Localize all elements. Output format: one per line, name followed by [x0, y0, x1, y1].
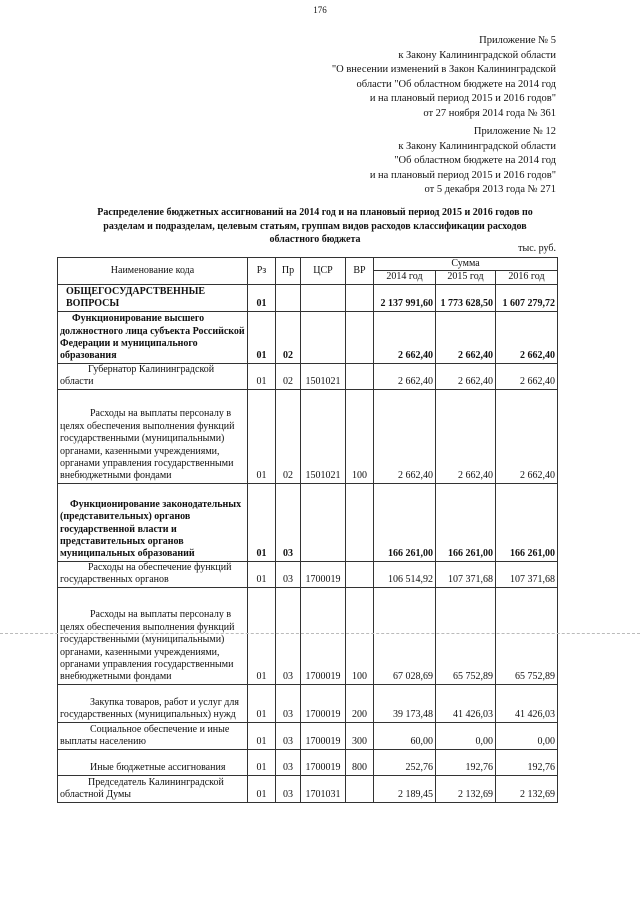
appendix-12-line: и на плановый период 2015 и 2016 годов" [369, 169, 556, 181]
row-2016: 2 662,40 [496, 311, 558, 363]
row-rz: 01 [248, 311, 276, 363]
row-2016: 1 607 279,72 [496, 284, 558, 311]
row-rz: 01 [248, 389, 276, 483]
col-header-2014: 2014 год [374, 271, 436, 284]
table-row [58, 722, 558, 749]
row-vr [346, 775, 374, 802]
table-row [58, 684, 558, 722]
row-2014: 2 662,40 [374, 311, 436, 363]
row-vr: 300 [346, 722, 374, 749]
appendix-12-line: от 5 декабря 2013 года № 271 [424, 184, 556, 195]
row-name: Расходы на выплаты персоналу в целях обеспечения выполнения функций государственными (муниципальными) органами, казенными учреждениями, органами управления государственными внебюджетными фондами [58, 389, 248, 483]
row-2015: 2 662,40 [436, 389, 496, 483]
page-number: 176 [313, 5, 327, 15]
row-pr: 02 [276, 311, 301, 363]
row-vr: 800 [346, 749, 374, 775]
row-2016: 2 132,69 [496, 775, 558, 802]
table-row [58, 561, 558, 587]
col-header-2015: 2015 год [436, 271, 496, 284]
title-line: разделам и подразделам, целевым статьям, группам видов расходов классификации расходов [103, 220, 527, 232]
row-csr: 1700019 [301, 684, 346, 722]
row-2016: 2 662,40 [496, 389, 558, 483]
row-name: Иные бюджетные ассигнования [58, 749, 248, 775]
table-row [58, 389, 558, 483]
units-label: тыс. руб. [518, 243, 556, 254]
row-csr: 1700019 [301, 722, 346, 749]
row-2016: 192,76 [496, 749, 558, 775]
row-2014: 60,00 [374, 722, 436, 749]
appendix-12-line: к Закону Калининградской области [398, 140, 556, 152]
row-2016: 2 662,40 [496, 363, 558, 389]
row-name: Расходы на выплаты персоналу в целях обеспечения выполнения функций государственными (муниципальными) органами, казенными учреждениями, органами управления государственными внебюджетными фондами [58, 587, 248, 684]
row-rz: 01 [248, 483, 276, 561]
row-name: ОБЩЕГОСУДАРСТВЕННЫЕ ВОПРОСЫ [58, 284, 248, 311]
row-csr: 1501021 [301, 363, 346, 389]
row-2014: 2 189,45 [374, 775, 436, 802]
col-header-csr: ЦСР [301, 258, 346, 285]
row-rz: 01 [248, 284, 276, 311]
title-line: областного бюджета [269, 234, 361, 245]
row-2014: 39 173,48 [374, 684, 436, 722]
row-2014: 67 028,69 [374, 587, 436, 684]
row-csr [301, 284, 346, 311]
row-pr: 03 [276, 775, 301, 802]
appendix-5-line: и на плановый период 2015 и 2016 годов" [369, 93, 556, 104]
row-2015: 65 752,89 [436, 587, 496, 684]
row-vr [346, 284, 374, 311]
scan-fold-line [0, 633, 640, 634]
header-row [58, 258, 558, 271]
row-name: Функционирование высшего должностного лица субъекта Российской Федерации и муниципального образования [58, 311, 248, 363]
appendix-12-header [370, 125, 556, 198]
col-header-name: Наименование кода [58, 258, 248, 285]
row-pr: 03 [276, 561, 301, 587]
row-rz: 01 [248, 561, 276, 587]
row-2016: 166 261,00 [496, 483, 558, 561]
appendix-12-line: Приложение № 12 [473, 126, 556, 137]
row-name: Закупка товаров, работ и услуг для государственных (муниципальных) нужд [58, 684, 248, 722]
row-pr: 03 [276, 587, 301, 684]
appendix-5-line: Приложение № 5 [479, 35, 556, 46]
row-pr: 02 [276, 389, 301, 483]
table-row [58, 311, 558, 363]
row-vr [346, 483, 374, 561]
document-title [60, 206, 570, 247]
row-2016: 0,00 [496, 722, 558, 749]
table-row [58, 483, 558, 561]
row-csr: 1501021 [301, 389, 346, 483]
appendix-5-header [332, 34, 556, 121]
row-vr [346, 561, 374, 587]
row-vr [346, 311, 374, 363]
table-row [58, 749, 558, 775]
row-2015: 2 662,40 [436, 363, 496, 389]
row-csr [301, 311, 346, 363]
row-2014: 106 514,92 [374, 561, 436, 587]
row-2015: 2 662,40 [436, 311, 496, 363]
row-csr: 1700019 [301, 587, 346, 684]
row-rz: 01 [248, 775, 276, 802]
appendix-5-line: к Закону Калининградской области [398, 49, 556, 61]
row-pr [276, 284, 301, 311]
row-2015: 107 371,68 [436, 561, 496, 587]
row-2014: 252,76 [374, 749, 436, 775]
appendix-5-line: от 27 ноября 2014 года № 361 [423, 107, 556, 119]
row-csr: 1700019 [301, 561, 346, 587]
row-2016: 41 426,03 [496, 684, 558, 722]
row-2014: 2 662,40 [374, 389, 436, 483]
table-row [58, 284, 558, 311]
row-2015: 2 132,69 [436, 775, 496, 802]
col-header-sum: Сумма [374, 258, 558, 271]
col-header-vr: ВР [346, 258, 374, 285]
row-csr: 1701031 [301, 775, 346, 802]
row-csr [301, 483, 346, 561]
row-rz: 01 [248, 722, 276, 749]
col-header-pr: Пр [276, 258, 301, 285]
row-name: Председатель Калининградской областной Думы [58, 775, 248, 802]
row-2016: 107 371,68 [496, 561, 558, 587]
row-vr: 200 [346, 684, 374, 722]
row-vr: 100 [346, 389, 374, 483]
row-name: Губернатор Калининградской области [58, 363, 248, 389]
row-2014: 2 137 991,60 [374, 284, 436, 311]
row-vr [346, 363, 374, 389]
row-name: Расходы на обеспечение функций государственных органов [58, 561, 248, 587]
row-pr: 03 [276, 722, 301, 749]
row-2015: 1 773 628,50 [436, 284, 496, 311]
row-name: Социальное обеспечение и иные выплаты населению [58, 722, 248, 749]
appendix-12-line: "Об областном бюджете на 2014 год [394, 155, 556, 166]
col-header-2016: 2016 год [496, 271, 558, 284]
row-vr: 100 [346, 587, 374, 684]
row-2015: 166 261,00 [436, 483, 496, 561]
row-rz: 01 [248, 749, 276, 775]
row-pr: 03 [276, 749, 301, 775]
table-row [58, 775, 558, 802]
row-name: Функционирование законодательных (представительных) органов государственной власти и представительных органов муниципальных образований [58, 483, 248, 561]
title-line: Распределение бюджетных ассигнований на 2014 год и на плановый период 2015 и 2016 годов по [97, 207, 533, 218]
row-2014: 166 261,00 [374, 483, 436, 561]
row-pr: 02 [276, 363, 301, 389]
row-rz: 01 [248, 587, 276, 684]
budget-table [57, 257, 558, 803]
row-rz: 01 [248, 684, 276, 722]
row-csr: 1700019 [301, 749, 346, 775]
row-pr: 03 [276, 483, 301, 561]
table-row [58, 363, 558, 389]
row-2015: 41 426,03 [436, 684, 496, 722]
appendix-5-line: области "Об областном бюджете на 2014 год [356, 78, 556, 90]
row-2014: 2 662,40 [374, 363, 436, 389]
appendix-5-line: "О внесении изменений в Закон Калининградской [331, 64, 556, 75]
col-header-rz: Рз [248, 258, 276, 285]
table-row [58, 587, 558, 684]
row-2015: 0,00 [436, 722, 496, 749]
row-pr: 03 [276, 684, 301, 722]
row-2015: 192,76 [436, 749, 496, 775]
row-2016: 65 752,89 [496, 587, 558, 684]
row-rz: 01 [248, 363, 276, 389]
